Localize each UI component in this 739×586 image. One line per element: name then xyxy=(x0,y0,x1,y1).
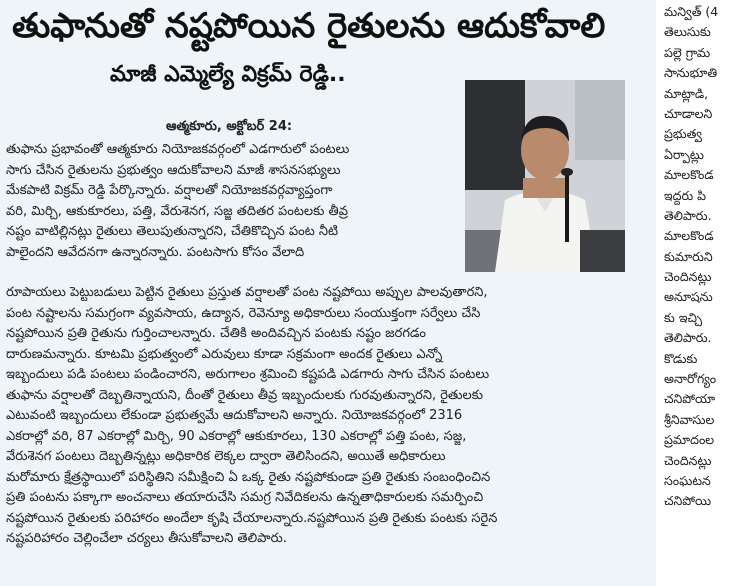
adjacent-line: చెందినట్లు xyxy=(664,269,712,285)
body-line: పాలైందని ఆవేదనగా ఉన్నారన్నారు. పంటసాగు కోసం వేలాది xyxy=(6,244,305,260)
adjacent-line: చనిపోయి xyxy=(664,493,712,509)
adjacent-line: అనూషను xyxy=(664,289,713,305)
adjacent-line: ప్రభుత్వ xyxy=(664,126,702,142)
body-line: నష్టపరిహారం చెల్లించేలా చర్యలు తీసుకోవాలని తెలిపారు. xyxy=(6,531,287,546)
body-line: ఇబ్బందులు పడి పంటలు పండించారని, అరుగాలం శ్రమించి కష్టపడి ఎడగారు సాగు చేసిన పంటలు xyxy=(6,367,490,382)
adjacent-line: మాలకొండ xyxy=(664,228,714,244)
body-line: రూపాయలు పెట్టుబడులు పెట్టిన రైతులు ప్రస్తుత వర్షాలతో పంట నష్టపోయి అప్పుల పాలవుతారని, xyxy=(6,285,488,300)
body-line: సాగు చేసిన రైతులను ప్రభుత్వం ఆదుకోవాలని మాజీ శాసనసభ్యులు xyxy=(6,162,341,178)
article-body-wide xyxy=(6,283,650,550)
body-line: నష్టపోయిన రైతులకు పరిహారం అందేలా కృషి చేయాలన్నారు.నష్టపోయిన ప్రతి రైతుకు పంటకు సరైన xyxy=(6,510,498,526)
adjacent-line: చనిపోయా xyxy=(664,391,716,407)
adjacent-line: కుమారుని xyxy=(664,248,713,264)
adjacent-line: చెందినట్లు xyxy=(664,452,712,468)
adjacent-line: చూడాలని xyxy=(664,105,713,121)
adjacent-line: ప్రమాదంల xyxy=(664,432,715,448)
body-line: ఎటువంటి ఇబ్బందులు లేకుండా ప్రభుత్వమే ఆదుకోవాలని అన్నారు. నియోజకవర్గంలో 2316 xyxy=(6,408,463,423)
body-line: మరోమారు క్షేత్రస్థాయిలో పరిస్థితిని సమీక్షించి ఏ ఒక్క రైతు నష్టపోకుండా ప్రతి రైతుకు సంబంధించిన xyxy=(6,469,491,485)
body-line: తుఫాను వర్షాలతో దెబ్బతిన్నాయని, దీంతో రైతులు తీవ్ర ఇబ్బందులకు గురవుతున్నారని, రైతులకు xyxy=(6,387,484,403)
adjacent-line: కొడుకు xyxy=(664,350,698,366)
body-line: దారుణమన్నారు. కూటమి ప్రభుత్వంలో ఎరువులు కూడా సక్రమంగా అందక రైతులు ఎన్నో xyxy=(6,346,443,362)
adjacent-line: మాలకొండ xyxy=(664,167,714,183)
body-line: వేరుశెనగ పంటలు దెబ్బతిన్నట్లు అధికారిక లెక్కల ద్వారా తెలిసిందని, అయితే అధికారులు xyxy=(6,449,446,464)
dateline: ఆత్మకూరు, అక్టోబర్ 24: xyxy=(166,119,293,134)
adjacent-line: ఇద్దరు పి xyxy=(664,187,707,203)
person-photo-illustration xyxy=(465,80,625,272)
body-line: ప్రతి పంటను పక్కాగా అంచనాలు తయారుచేసి సమగ్ర నివేదికలను ఉన్నతాధికారులకు సమర్పించి xyxy=(6,490,484,505)
adjacent-line: సంఘటన xyxy=(664,472,711,488)
adjacent-line: సానుభూతి xyxy=(664,65,718,81)
adjacent-line: తెలిపారు. xyxy=(664,207,712,223)
body-line: పంట నష్టాలను సమగ్రంగా వ్యవసాయ, ఉద్యాన, రెవెన్యూ అధికారులు సంయుక్తంగా సర్వేలు చేసి xyxy=(6,305,481,321)
body-line: ఎకరాల్లో వరి, 87 ఎకరాల్లో మిర్చి, 90 ఎకరాల్లో ఆకుకూరలు, 130 ఎకరాల్లో పత్తి పంట, సజ్జ, xyxy=(6,428,467,444)
body-line: నష్టం వాటిల్లినట్లు రైతులు తెలుపుతున్నారని, చేతికొచ్చిన పంట నీటి xyxy=(6,224,339,239)
body-line: వరి, మిర్చి, ఆకుకూరలు, పత్తి, వేరుశెనగ, సజ్జ తదితర పంటలకు తీవ్ర xyxy=(6,203,348,219)
adjacent-line: శ్రీనివాసుల xyxy=(664,411,715,427)
article-body-narrow xyxy=(6,140,458,263)
body-line: మేకపాటి విక్రమ్ రెడ్డి పేర్కొన్నారు. వర్షాలతో నియోజకవర్గవ్యాప్తంగా xyxy=(6,183,333,198)
adjacent-line: మన్విత్ (4 xyxy=(664,4,719,19)
adjacent-line: ఏర్పాట్లు xyxy=(664,146,704,162)
adjacent-line: అనారోగ్యం xyxy=(664,371,717,387)
news-photo xyxy=(465,80,625,272)
adjacent-line: తెలిపారు. xyxy=(664,330,712,346)
body-line: నష్టపోయిన ప్రతి రైతును గుర్తించాలన్నారు. చేతికి అందివచ్చిన పంటకు నష్టం జరగడం xyxy=(6,326,426,341)
adjacent-line: కు ఇచ్చి xyxy=(664,309,703,325)
subheadline: మాజీ ఎమ్మెల్యే విక్రమ్ రెడ్డి.. xyxy=(110,62,346,87)
body-line: తుఫాను ప్రభావంతో ఆత్మకూరు నియోజకవర్గంలో ఎడగారులో పంటలు xyxy=(6,142,350,157)
adjacent-line: తెలుసుకు xyxy=(664,24,711,40)
headline: తుఫానుతో నష్టపోయిన రైతులను ఆదుకోవాలి xyxy=(12,6,606,46)
adjacent-article-column xyxy=(664,2,739,586)
adjacent-line: పల్లె గ్రామ xyxy=(664,44,711,60)
adjacent-line: మాట్లాడి, xyxy=(664,85,709,101)
